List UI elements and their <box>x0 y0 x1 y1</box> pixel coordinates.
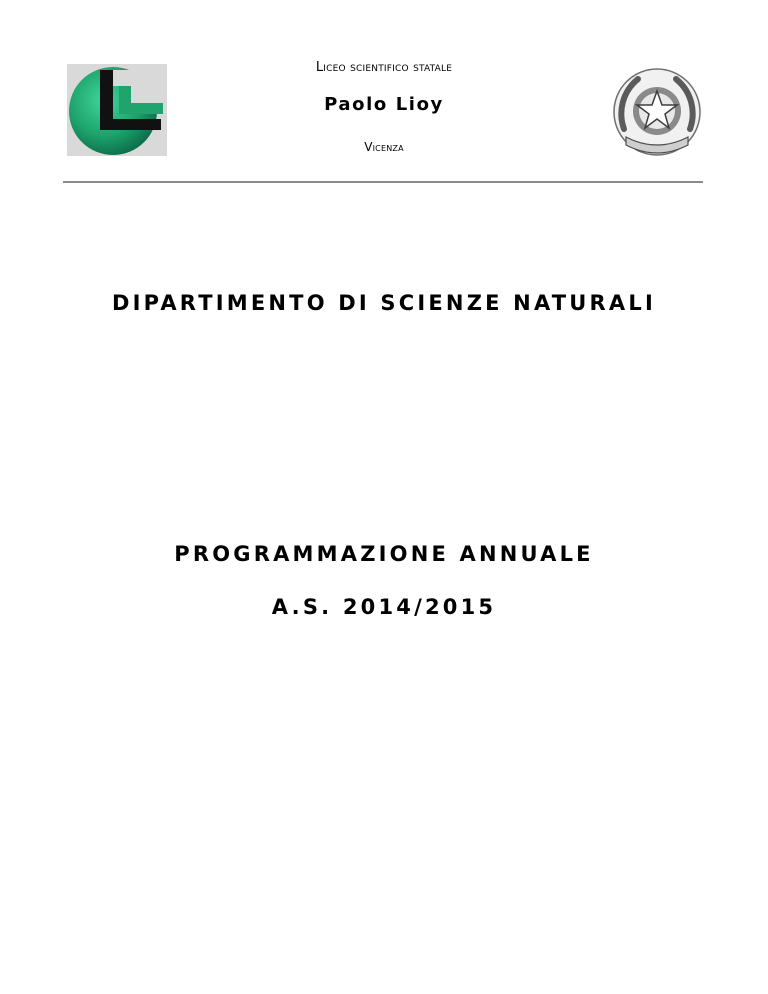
program-title: PROGRAMMAZIONE ANNUALE <box>174 542 594 566</box>
school-type: Liceo scientifico statale <box>315 60 453 75</box>
school-name: Paolo Lioy <box>324 94 444 115</box>
school-year: A.S. 2014/2015 <box>271 595 497 619</box>
header-divider <box>63 181 703 183</box>
department-title: DIPARTIMENTO DI SCIENZE NATURALI <box>112 291 656 315</box>
school-city: Vicenza <box>364 140 404 154</box>
